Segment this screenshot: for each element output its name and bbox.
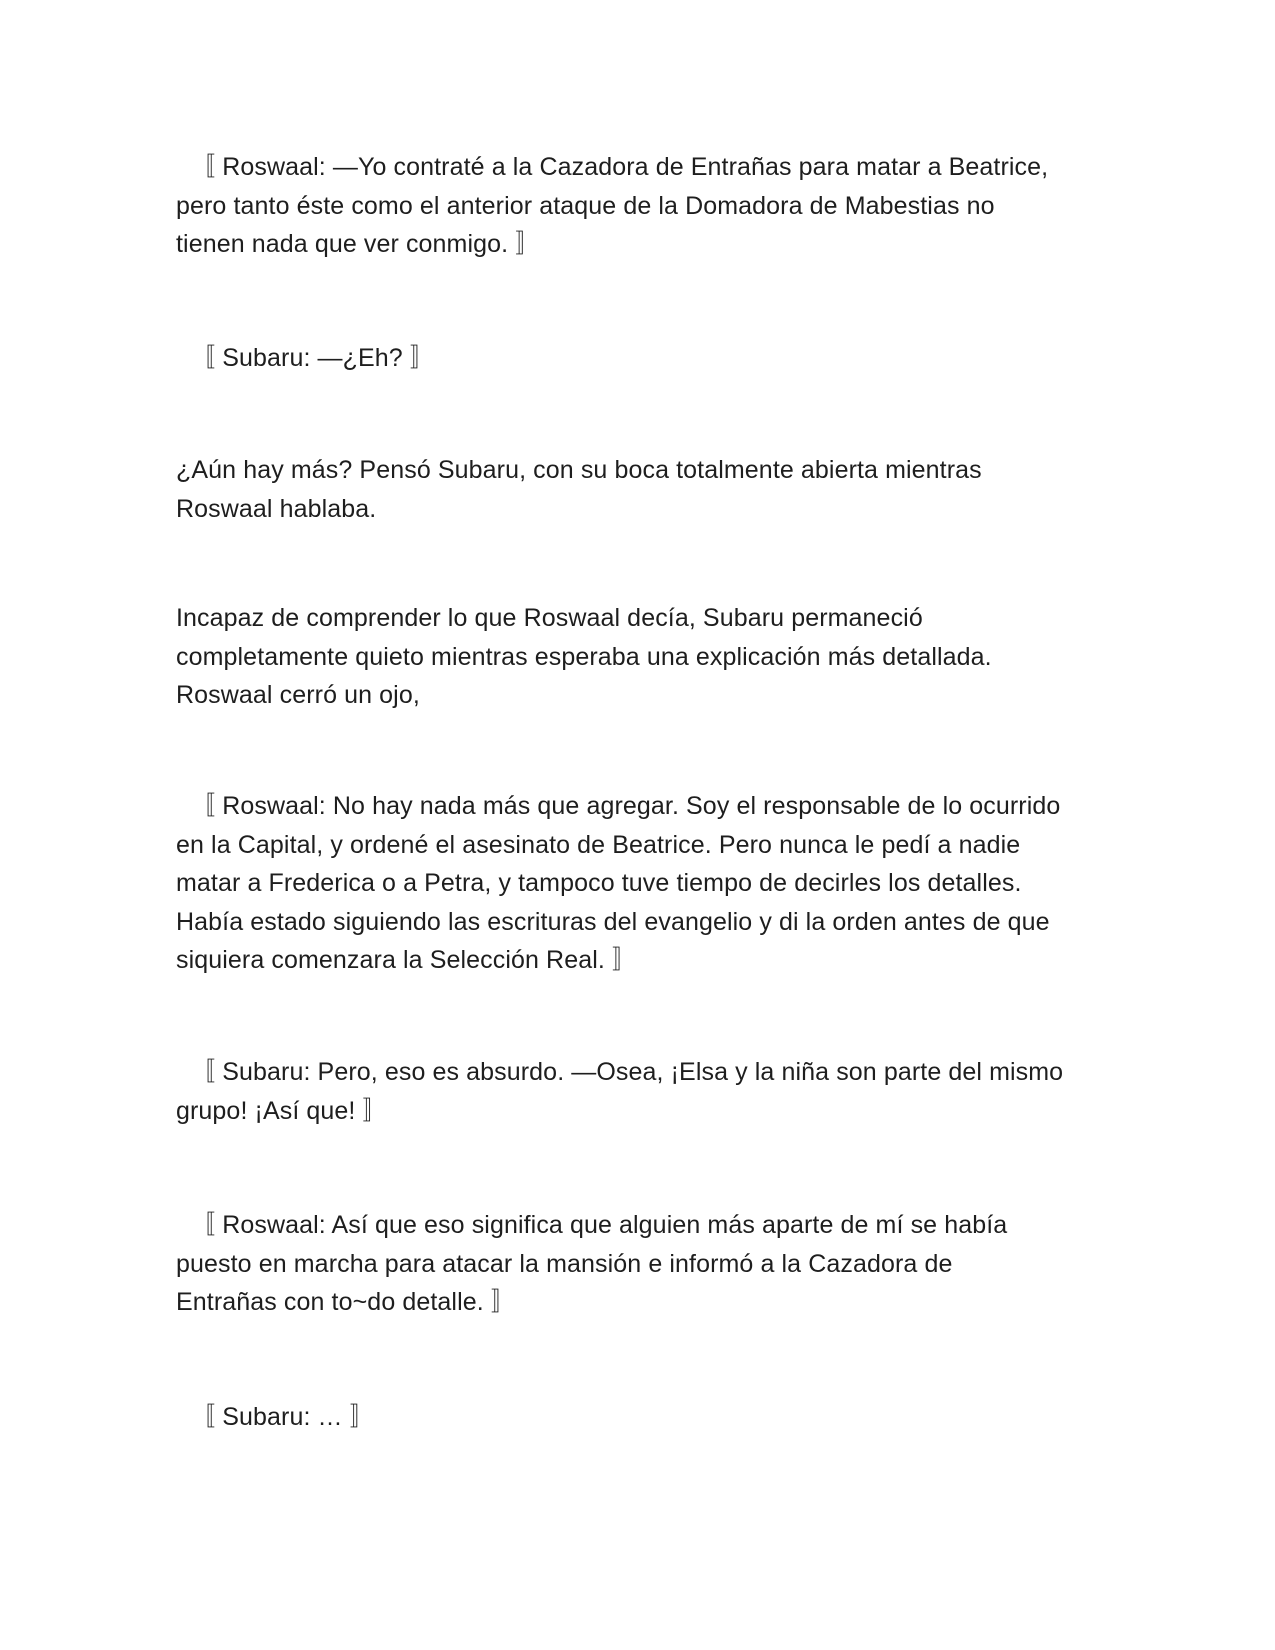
paragraph-subaru-absurdo	[176, 1053, 1106, 1130]
text-line: grupo! ¡Así que! 〛	[176, 1096, 388, 1125]
text-line: 〚 Subaru: —¿Eh? 〛	[176, 344, 435, 372]
text-line: 〚 Roswaal: —Yo contraté a la Cazadora de Entrañas para matar a Beatrice,	[176, 153, 1049, 181]
text-line: en la Capital, y ordené el asesinato de Beatrice. Pero nunca le pedí a nadie	[176, 830, 1021, 859]
text-line: 〚 Roswaal: No hay nada más que agregar. Soy el responsable de lo ocurrido	[176, 792, 1061, 820]
text-line: matar a Frederica o a Petra, y tampoco tuve tiempo de decirles los detalles.	[176, 869, 1022, 897]
text-line: Entrañas con to~do detalle. 〛	[176, 1288, 516, 1316]
paragraph-roswaal-explanation	[176, 787, 1106, 980]
text-line: puesto en marcha para atacar la mansión e informó a la Cazadora de	[176, 1249, 953, 1278]
text-line: ¿Aún hay más? Pensó Subaru, con su boca totalmente abierta mientras	[176, 456, 982, 484]
text-line: 〚 Subaru: Pero, eso es absurdo. —Osea, ¡Elsa y la niña son parte del mismo	[176, 1058, 1064, 1086]
paragraph-subaru-ellipsis	[176, 1398, 1106, 1437]
text-line: completamente quieto mientras esperaba una explicación más detallada.	[176, 642, 992, 671]
text-line: Roswaal hablaba.	[176, 494, 377, 523]
text-line: Había estado siguiendo las escrituras del evangelio y di la orden antes de que	[176, 907, 1050, 936]
paragraph-narration-more	[176, 451, 1106, 528]
paragraph-roswaal-contract	[176, 148, 1106, 264]
paragraph-subaru-eh	[176, 339, 1106, 378]
text-line: pero tanto éste como el anterior ataque de la Domadora de Mabestias no	[176, 191, 995, 220]
text-line: siquiera comenzara la Selección Real. 〛	[176, 946, 638, 974]
paragraph-narration-incapaz	[176, 599, 1106, 715]
text-line: Incapaz de comprender lo que Roswaal decía, Subaru permaneció	[176, 604, 923, 632]
text-line: Roswaal cerró un ojo,	[176, 681, 420, 709]
text-line: tienen nada que ver conmigo. 〛	[176, 230, 541, 258]
text-line: 〚 Roswaal: Así que eso significa que alguien más aparte de mí se había	[176, 1211, 1008, 1239]
paragraph-roswaal-alguien	[176, 1206, 1106, 1322]
text-line: 〚 Subaru: … 〛	[176, 1403, 375, 1431]
